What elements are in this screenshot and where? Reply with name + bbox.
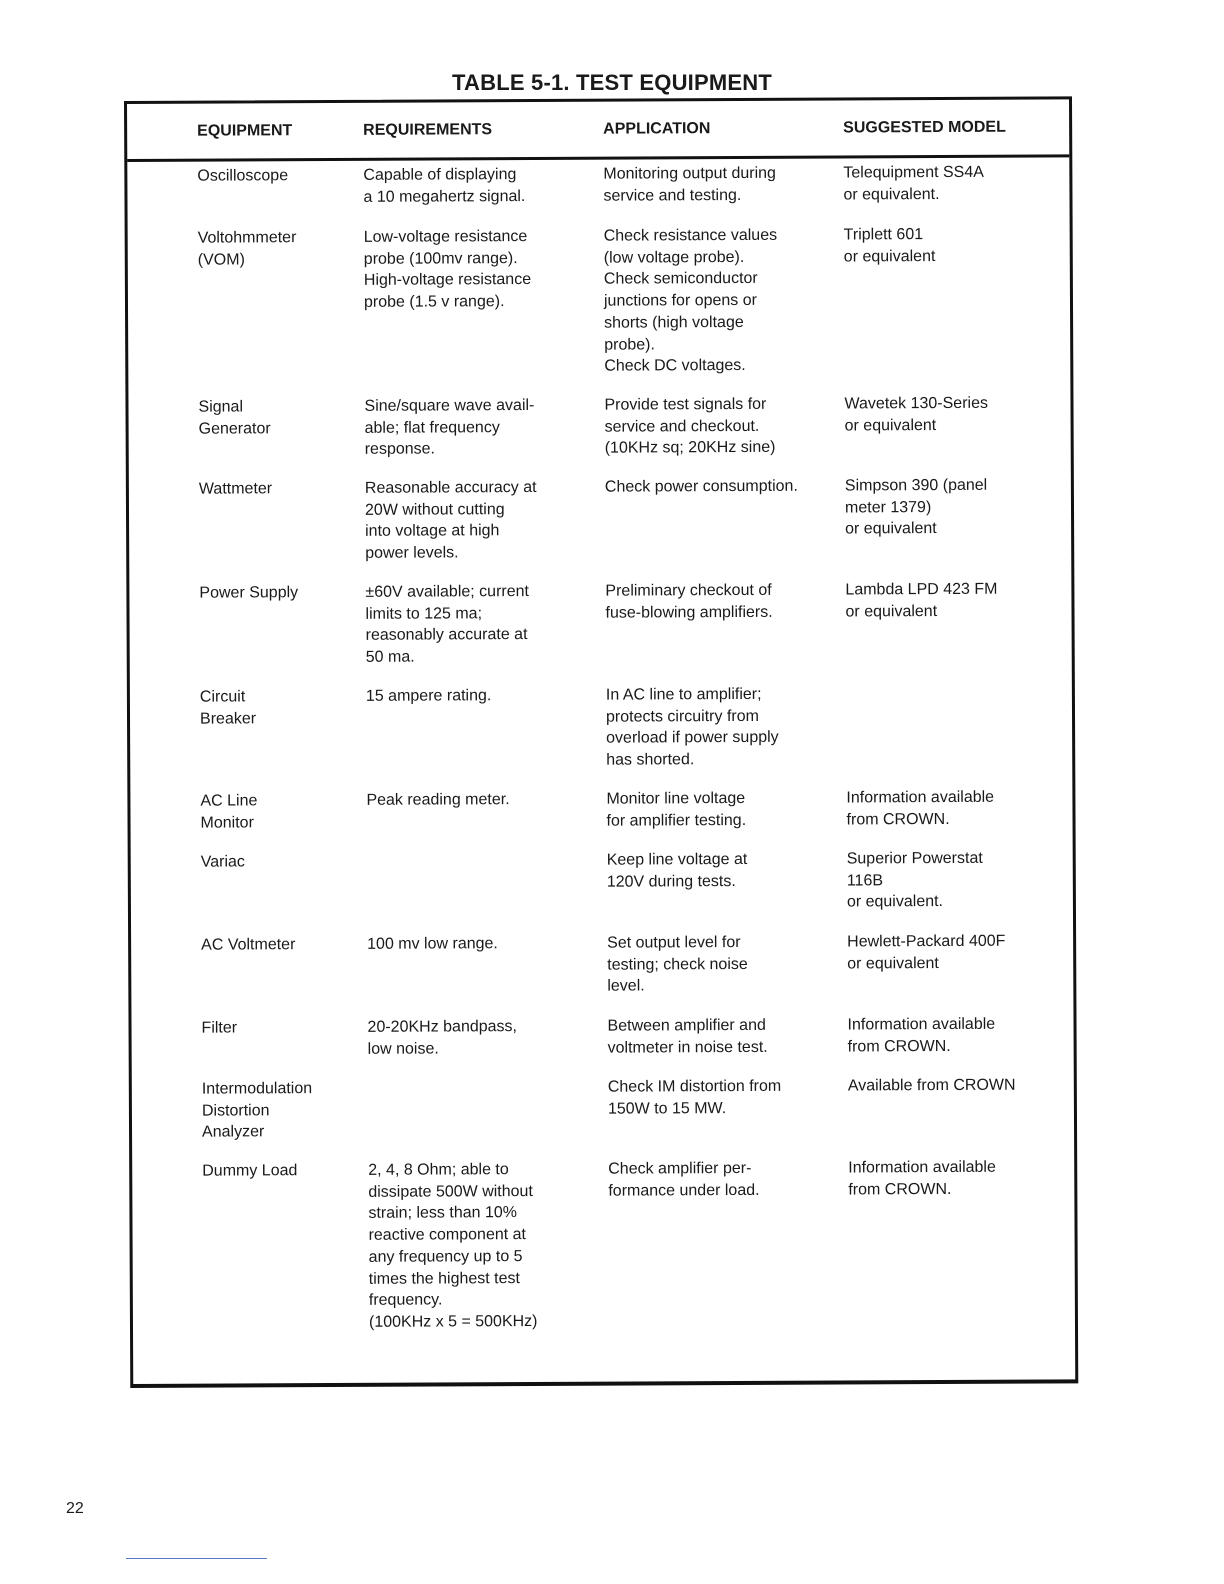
cell-application: Between amplifier and voltmeter in noise test. <box>607 1016 768 1057</box>
cell-equipment: Dummy Load <box>202 1162 298 1180</box>
header-suggested-model: SUGGESTED MODEL <box>843 118 1006 137</box>
cell-application: Provide test signals for service and checkout. (10KHz sq; 20KHz sine) <box>604 395 776 458</box>
cell-application: Monitoring output during service and testing. <box>603 164 776 205</box>
cell-equipment: Voltohmmeter (VOM) <box>197 229 297 269</box>
cell-requirements: 100 mv low range. <box>367 935 498 953</box>
footer-divider <box>126 1558 267 1559</box>
cell-requirements: Capable of displaying a 10 megahertz signal. <box>363 166 526 206</box>
header-requirements: REQUIREMENTS <box>363 121 493 139</box>
cell-requirements: ±60V available; current limits to 125 ma; reasonably accurate at 50 ma. <box>365 583 529 666</box>
table-row <box>131 1013 1073 1058</box>
page-number: 22 <box>66 1500 84 1517</box>
cell-model: Triplett 601 or equivalent <box>843 226 936 266</box>
table-row <box>129 578 1071 666</box>
table-row <box>128 392 1070 459</box>
cell-application: Check IM distortion from 150W to 15 MW. <box>607 1077 782 1118</box>
cell-equipment: Filter <box>201 1019 238 1037</box>
cell-requirements <box>368 1077 598 1078</box>
cell-model: Information available from CROWN. <box>848 1158 996 1199</box>
cell-equipment: Circuit Breaker <box>199 688 257 728</box>
cell-model: Information available from CROWN. <box>846 788 995 829</box>
table-row <box>127 161 1069 206</box>
cell-requirements <box>367 850 597 851</box>
table-row <box>130 786 1072 832</box>
table-title: TABLE 5-1. TEST EQUIPMENT <box>452 70 772 95</box>
cell-requirements: 20-20KHz bandpass, low noise. <box>367 1018 518 1058</box>
cell-model <box>846 682 1066 683</box>
cell-equipment: Variac <box>200 853 245 871</box>
cell-model: Superior Powerstat 116B or equivalent. <box>846 849 983 911</box>
cell-model: Lambda LPD 423 FM or equivalent <box>845 580 998 621</box>
cell-requirements: Low-voltage resistance probe (100mv range). High-voltage resistance probe (1.5 v range). <box>363 228 532 311</box>
cell-requirements: 15 ampere rating. <box>365 687 492 705</box>
table-header-row <box>127 99 1069 162</box>
cell-model: Hewlett-Packard 400F or equivalent <box>847 932 1006 973</box>
table-row <box>131 847 1073 911</box>
table-row <box>132 1074 1074 1142</box>
cell-equipment: Intermodulation Distortion Analyzer <box>201 1080 313 1142</box>
cell-application: Preliminary checkout of fuse-blowing amplifiers. <box>605 581 773 622</box>
cell-application: Check resistance values (low voltage probe). Check semiconductor junctions for opens or shorts (high voltage probe). Check DC voltages. <box>603 226 778 375</box>
cell-application: Set output level for testing; check noise level. <box>607 933 748 996</box>
cell-application: Check power consumption. <box>604 477 798 496</box>
header-equipment: EQUIPMENT <box>197 122 293 140</box>
header-application: APPLICATION <box>603 120 711 138</box>
cell-application: In AC line to amplifier; protects circuitry from overload if power supply has shorted. <box>605 685 779 769</box>
cell-model: Available from CROWN <box>847 1076 1016 1095</box>
cell-model: Information available from CROWN. <box>847 1015 996 1056</box>
test-equipment-table <box>124 96 1078 1388</box>
cell-equipment: Wattmeter <box>198 480 273 498</box>
table-row <box>130 682 1072 769</box>
cell-equipment: Signal Generator <box>198 398 271 438</box>
cell-equipment: AC Voltmeter <box>201 936 296 954</box>
cell-requirements: Peak reading meter. <box>366 791 510 809</box>
table-row <box>132 1156 1074 1331</box>
cell-requirements: Sine/square wave avail- able; flat frequency response. <box>364 396 535 459</box>
cell-requirements: 2, 4, 8 Ohm; able to dissipate 500W without strain; less than 10% reactive component at any frequency up to 5 times the highest test frequency. (100KHz x 5 = 500KHz) <box>368 1161 538 1331</box>
cell-equipment: Power Supply <box>199 584 299 602</box>
cell-application: Monitor line voltage for amplifier testing. <box>606 789 747 830</box>
table-row <box>128 223 1070 375</box>
cell-model: Simpson 390 (panel meter 1379) or equivalent <box>844 476 988 538</box>
cell-model: Wavetek 130-Series or equivalent <box>844 394 988 435</box>
cell-model: Telequipment SS4A or equivalent. <box>843 163 984 204</box>
table-row <box>131 930 1073 996</box>
cell-application: Keep line voltage at 120V during tests. <box>606 850 748 891</box>
cell-application: Check amplifier per- formance under load. <box>608 1159 760 1200</box>
cell-requirements: Reasonable accuracy at 20W without cutting into voltage at high power levels. <box>364 478 537 562</box>
table-row <box>129 474 1071 562</box>
cell-equipment: Oscilloscope <box>197 167 289 185</box>
cell-equipment: AC Line Monitor <box>200 792 258 832</box>
